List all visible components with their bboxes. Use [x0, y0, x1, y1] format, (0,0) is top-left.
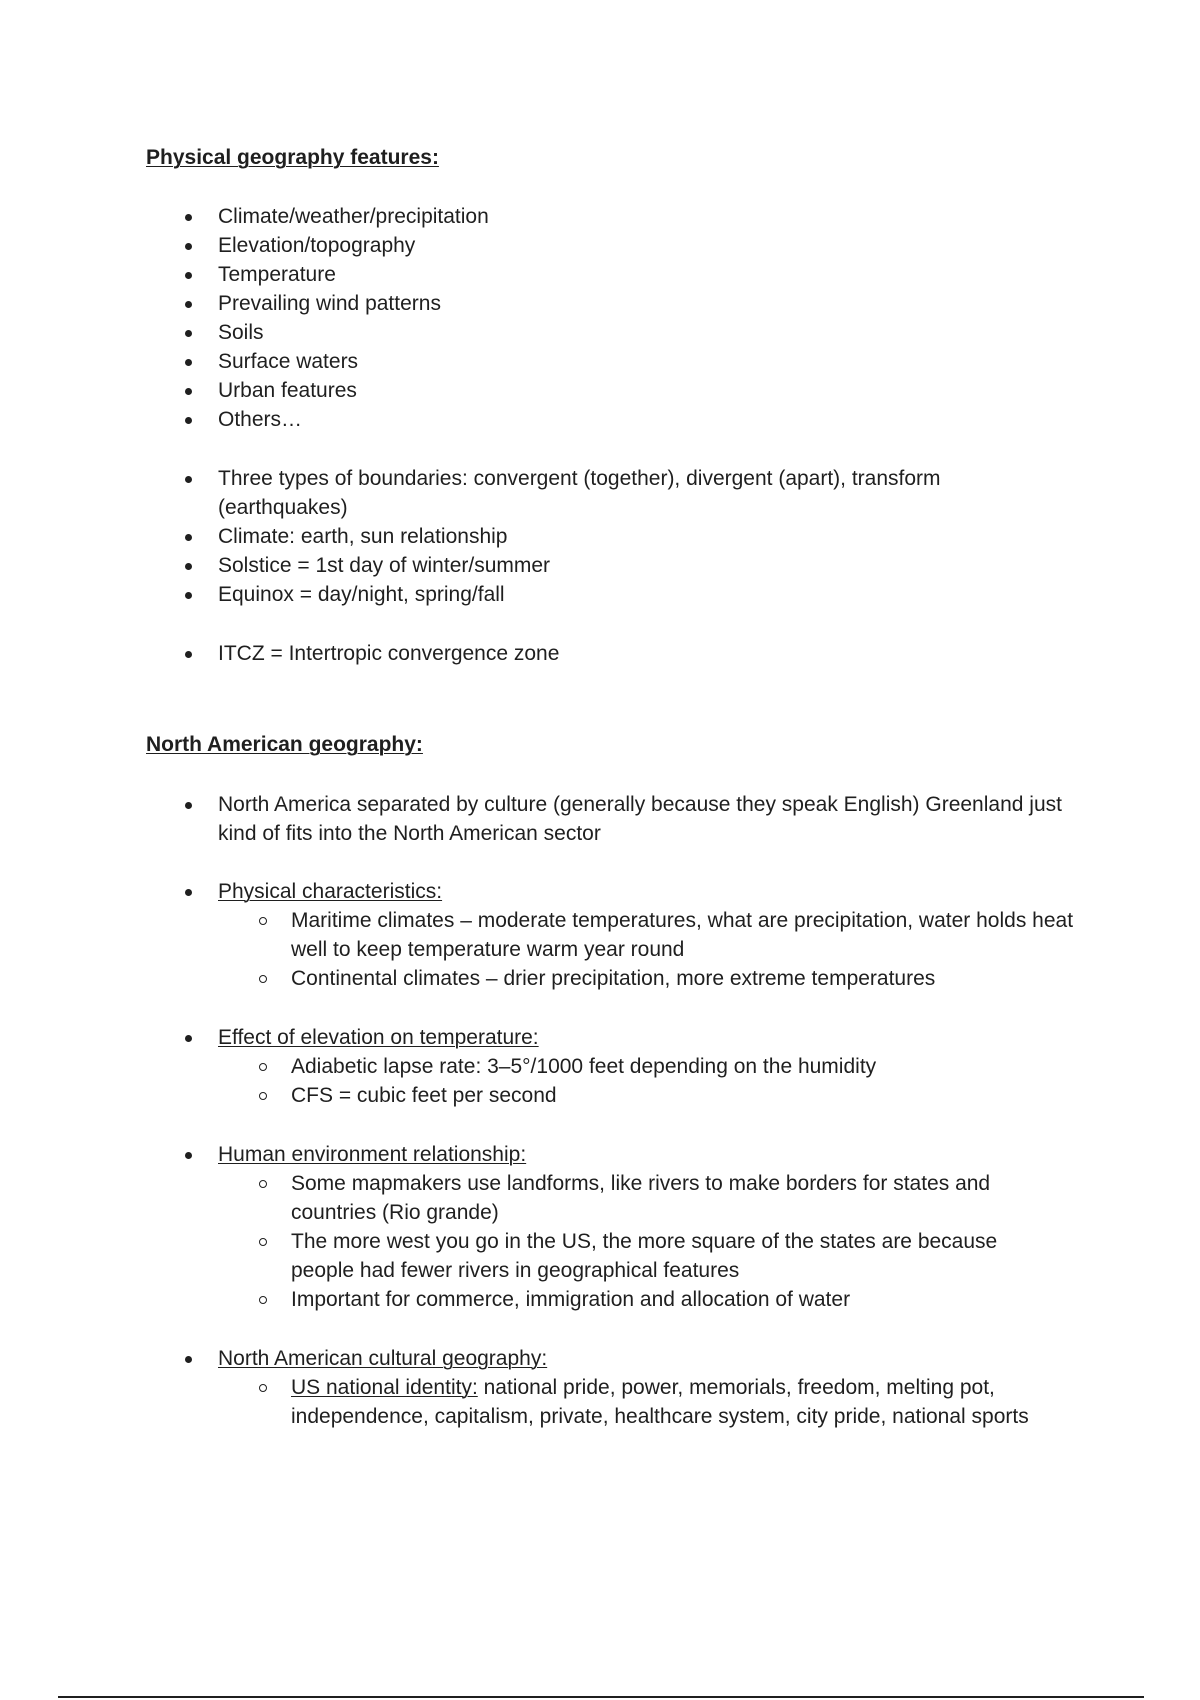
list-item: Climate/weather/precipitation	[218, 202, 1078, 231]
sub-list-item: Continental climates – drier precipitation, more extreme temperatures	[291, 964, 1081, 993]
list-item-intro: North America separated by culture (generally because they speak English) Greenland just kind of fits into the North American sector	[218, 790, 1098, 848]
national-identity-label: US national identity:	[291, 1376, 478, 1399]
sub-list-item: Adiabetic lapse rate: 3–5°/1000 feet depending on the humidity	[291, 1052, 1081, 1081]
list-item: Others…	[218, 405, 1078, 434]
sub-list-item: Maritime climates – moderate temperatures, what are precipitation, water holds heat well to keep temperature warm year round	[291, 906, 1091, 964]
list-item: Prevailing wind patterns	[218, 289, 1078, 318]
sub-list-item: The more west you go in the US, the more square of the states are because people had fewer rivers in geographical features	[291, 1227, 1066, 1285]
sub-list-item: Important for commerce, immigration and allocation of water	[291, 1285, 1081, 1314]
sub-list-item-national-identity	[291, 1373, 1091, 1431]
list-item: ITCZ = Intertropic convergence zone	[218, 639, 1078, 668]
page-bottom-rule	[58, 1696, 1144, 1698]
list-item: Elevation/topography	[218, 231, 1078, 260]
list-item: Climate: earth, sun relationship	[218, 522, 1078, 551]
sub-list-item: CFS = cubic feet per second	[291, 1081, 1081, 1110]
subheading-physical-characteristics: Physical characteristics:	[218, 877, 442, 906]
section-heading-north-american-geography: North American geography:	[146, 733, 423, 756]
list-item: Three types of boundaries: convergent (together), divergent (apart), transform (earthquakes)	[218, 464, 1018, 522]
sub-list-item: Some mapmakers use landforms, like rivers to make borders for states and countries (Rio grande)	[291, 1169, 1066, 1227]
subheading-elevation-temperature: Effect of elevation on temperature:	[218, 1023, 539, 1052]
list-item: Urban features	[218, 376, 1078, 405]
list-item: Soils	[218, 318, 1078, 347]
subheading-cultural-geography: North American cultural geography:	[218, 1344, 547, 1373]
list-item: Equinox = day/night, spring/fall	[218, 580, 1078, 609]
national-identity-text: national pride, power, memorials, freedom, melting pot, independence, capitalism, private, healthcare system, city pride, national sports	[291, 1376, 1029, 1428]
subheading-human-environment: Human environment relationship:	[218, 1140, 526, 1169]
section-heading-physical-geography: Physical geography features:	[146, 146, 439, 169]
list-item: Surface waters	[218, 347, 1078, 376]
list-item: Temperature	[218, 260, 1078, 289]
list-item: Solstice = 1st day of winter/summer	[218, 551, 1078, 580]
